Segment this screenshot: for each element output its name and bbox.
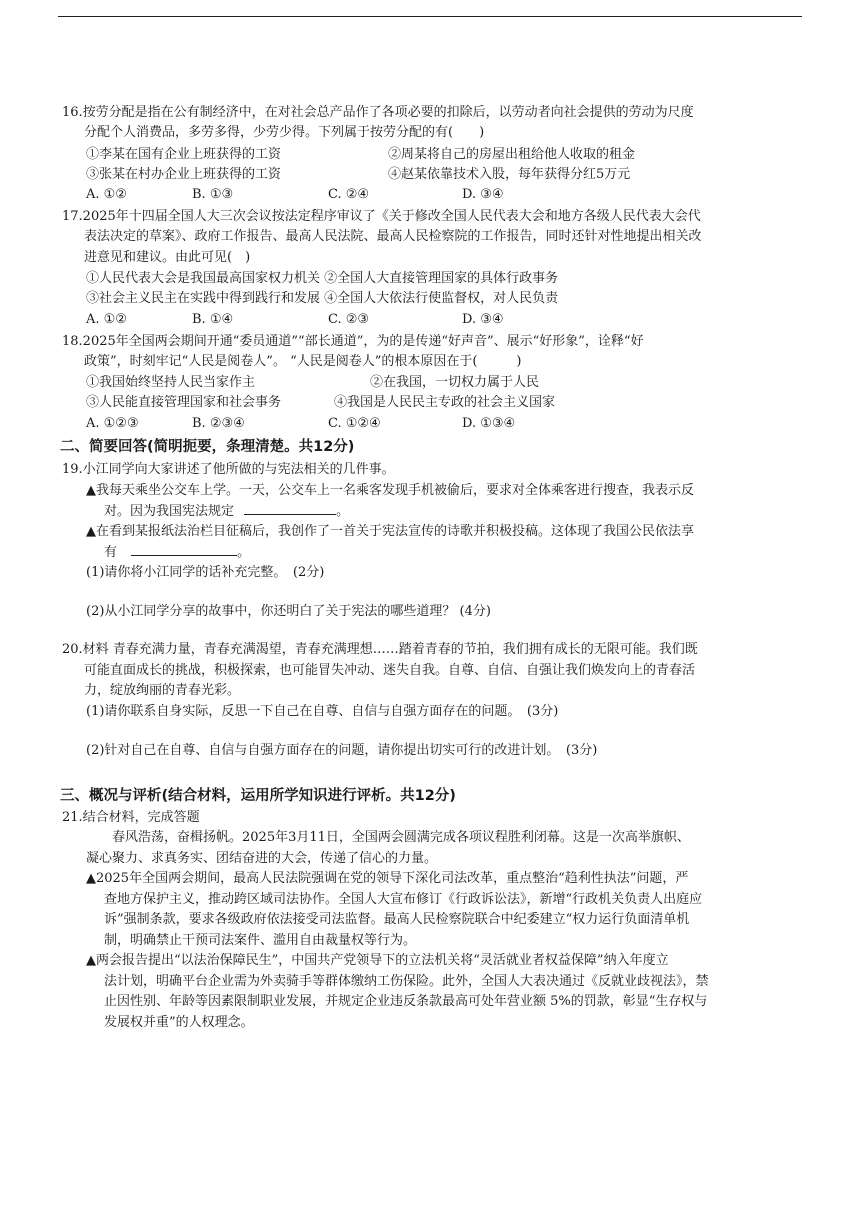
q18-option-3: ③人民能直接管理国家和社会事务: [86, 395, 282, 410]
answer-blank-2[interactable]: [131, 543, 237, 556]
q19-bullet-1-line-2: [104, 502, 349, 521]
q17-options-3-4: ③社会主义民主在实践中得到践行和发展 ④全国人大依法行使监督权，对人民负责: [86, 291, 559, 306]
q19-subquestion-1: (1)请你将小江同学的话补充完整。 (2分): [86, 565, 325, 580]
q21-material-2-line-4: 发展权并重”的人权理念。: [104, 1015, 254, 1030]
q21-intro-line-2: 凝心聚力、求真务实、团结奋进的大会，传递了信心的力量。: [86, 851, 438, 866]
q16-choice-d: D. ③④: [462, 187, 504, 202]
q21-material-1-line-4: 制，明确禁止干预司法案件、滥用自由裁量权等行为。: [104, 933, 417, 948]
q19-subquestion-2: (2)从小江同学分享的故事中，你还明白了关于宪法的哪些道理？ (4分): [86, 604, 491, 619]
section-3-heading: 三、概况与评析(结合材料，运用所学知识进行评析。共12分): [60, 788, 456, 804]
q18-stem-line-2: 政策”，时刻牢记“人民是阅卷人”。 “人民是阅卷人”的根本原因在于( ): [84, 354, 522, 369]
q19-bullet-2-line-1: ▲在看到某报纸法治栏目征稿后，我创作了一首关于宪法宣传的诗歌并积极投稿。这体现了我国公民依法享: [86, 524, 694, 539]
q19-stem: 19.小江同学向大家讲述了他所做的与宪法相关的几件事。: [62, 462, 395, 477]
header-rule: [58, 16, 802, 17]
q17-choice-d: D. ③④: [462, 312, 504, 327]
q17-stem-line-3: 进意见和建议。由此可见( ): [84, 250, 251, 265]
q21-material-2-line-2: 法计划，明确平台企业需为外卖骑手等群体缴纳工伤保险。此外，全国人大表决通过《反就业歧视法》，禁: [104, 974, 709, 989]
q20-subquestion-2: (2)针对自己在自尊、自信与自强方面存在的问题，请你提出切实可行的改进计划。 (3分): [86, 743, 598, 758]
q16-choice-b: B. ①③: [192, 187, 234, 202]
q16-stem-line-2: 分配个人消费品，多劳多得，少劳少得。下列属于按劳分配的有( ): [84, 125, 485, 140]
q21-material-1-line-3: 诉”强制条款，要求各级政府依法接受司法监督。最高人民检察院联合中纪委建立“权力运行负面清单机: [104, 912, 690, 927]
q18-option-2: ②在我国，一切权力属于人民: [370, 375, 540, 390]
q21-material-2-line-1: ▲两会报告提出“以法治保障民生”，中国共产党领导下的立法机关将“灵活就业者权益保障”纳入年度立: [86, 953, 669, 968]
q19-bullet-2-end: 。: [237, 545, 251, 560]
q19-bullet-2-text: 有: [104, 545, 118, 560]
q17-stem-line-2: 表法决定的草案》、政府工作报告、最高人民法院、最高人民检察院的工作报告，同时还针对性地提出相关改: [84, 229, 702, 244]
q17-choice-b: B. ①④: [192, 312, 234, 327]
q21-intro-line-1: 春风浩荡，奋楫扬帆。2025年3月11日，全国两会圆满完成各项议程胜利闭幕。这是一次高举旗帜、: [112, 830, 690, 845]
q18-choice-a: A. ①②③: [86, 416, 139, 431]
q18-choice-c: C. ①②④: [328, 416, 381, 431]
q21-stem: 21.结合材料，完成答题: [62, 810, 200, 825]
q19-bullet-1-text: 对。因为我国宪法规定: [104, 504, 235, 519]
section-2-heading: 二、简要回答(简明扼要，条理清楚。共12分): [60, 439, 355, 455]
q16-option-1: ①李某在国有企业上班获得的工资: [86, 147, 282, 162]
q18-option-1: ①我国始终坚持人民当家作主: [86, 375, 256, 390]
q16-stem-line-1: 16.按劳分配是指在公有制经济中，在对社会总产品作了各项必要的扣除后，以劳动者向社会提供的劳动为尺度: [62, 105, 694, 120]
q16-choice-c: C. ②④: [328, 187, 370, 202]
q17-options-1-2: ①人民代表大会是我国最高国家权力机关 ②全国人大直接管理国家的具体行政事务: [86, 271, 559, 286]
q16-option-3: ③张某在村办企业上班获得的工资: [86, 167, 282, 182]
q18-choice-d: D. ①③④: [462, 416, 516, 431]
q17-choice-a: A. ①②: [86, 312, 127, 327]
q20-subquestion-1: (1)请你联系自身实际，反思一下自己在自尊、自信与自强方面存在的问题。 (3分): [86, 704, 559, 719]
q21-material-1-line-2: 查地方保护主义，推动跨区域司法协作。全国人大宣布修订《行政诉讼法》，新增“行政机关负责人出庭应: [104, 892, 703, 907]
q19-bullet-2-line-2: [104, 543, 250, 562]
q16-option-2: ②周某将自己的房屋出租给他人收取的租金: [388, 147, 636, 162]
q21-material-1-line-1: ▲2025年全国两会期间，最高人民法院强调在党的领导下深化司法改革，重点整治“趋利性执法”问题，严: [86, 871, 689, 886]
q16-choice-a: A. ①②: [86, 187, 127, 202]
q20-material-line-3: 力，绽放绚丽的青春光彩。: [84, 683, 241, 698]
q21-material-2-line-3: 止因性别、年龄等因素限制职业发展，并规定企业违反条款最高可处年营业额 5%的罚款，彰显“生存权与: [104, 994, 708, 1009]
q17-stem-line-1: 17.2025年十四届全国人大三次会议按法定程序审议了《关于修改全国人民代表大会和地方各级人民代表大会代: [62, 209, 701, 224]
q16-option-4: ④赵某依靠技术入股，每年获得分红5万元: [388, 167, 631, 182]
q20-material-line-1: 20.材料 青春充满力量，青春充满渴望，青春充满理想……踏着青春的节拍，我们拥有成长的无限可能。我们既: [62, 642, 698, 657]
q18-option-4: ④我国是人民民主专政的社会主义国家: [334, 395, 556, 410]
q18-stem-line-1: 18.2025年全国两会期间开通“委员通道”“部长通道”，为的是传递“好声音”、展示“好形象”，诠释“好: [62, 334, 644, 349]
q20-material-line-2: 可能直面成长的挑战，积极探索，也可能冒失冲动、迷失自我。自尊、自信、自强让我们焕发向上的青春活: [84, 663, 696, 678]
q18-choice-b: B. ②③④: [192, 416, 245, 431]
q17-choice-c: C. ②③: [328, 312, 370, 327]
answer-blank-1[interactable]: [244, 502, 336, 515]
q19-bullet-1-end: 。: [336, 504, 350, 519]
q19-bullet-1-line-1: ▲我每天乘坐公交车上学。一天，公交车上一名乘客发现手机被偷后，要求对全体乘客进行搜查，我表示反: [86, 483, 694, 498]
